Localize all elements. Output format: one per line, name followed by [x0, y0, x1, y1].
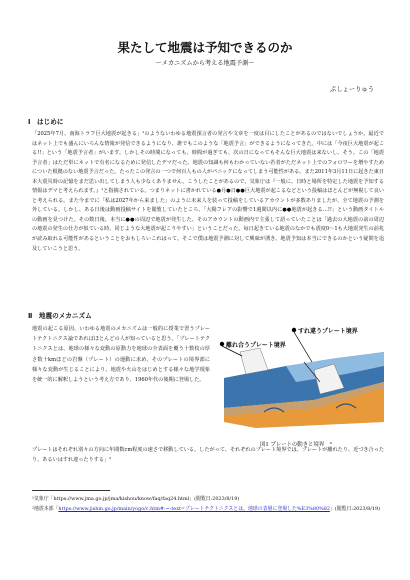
slide-marker	[292, 328, 296, 332]
label-converging-boundary: 離れ合うプレート境界	[226, 342, 286, 349]
author-name: ぷしょーりゅう	[329, 86, 374, 93]
page-title: 果たして地震は予知できるのか	[117, 40, 293, 55]
section-heading-mechanism: Ⅱ 地震のメカニズム	[28, 312, 92, 320]
figure-caption: 図1 プレートの動きと境界 ³	[260, 442, 332, 448]
plate-boundary-figure	[216, 322, 384, 434]
footnote-2-suffix: 」(閲覧日:2023/8/19)	[329, 506, 381, 512]
mechanism-paragraph-continued: プレートはそれぞれ別々の方向に年間数cm程度の速さで移動している。したがって、それぞれのプレート境界では、プレートが離れたり、近づき合ったり、あるいはすれ違ったりする」²	[32, 447, 384, 463]
footnote-divider	[32, 490, 110, 491]
footnote-2-prefix: ²地震本部「	[32, 506, 59, 512]
footnote-2-link[interactable]: https://www.jishin.go.jp/main/yogo/c.htm#:~:text=プレートテクトニクスとは、地球の表層に登場した%E3%80%82	[58, 506, 330, 512]
converge-marker	[220, 342, 224, 346]
footnote-2	[32, 506, 382, 513]
intro-paragraph: 「2025年7月、南海トラフ巨大地震が起きる」¹のようないわゆる地震預言者の発言や文章を一度は目にしたことがあるのではないでしょうか。最近ではネット上でも盛んにいろんな情報が発信できるようになり、誰でもこのような「地震予言」ができるようになってきた。中には「今夜巨大地震が起こる!!」という「地震予言者」がいます。しかしその時間になっても、時間が過ぎても、次の日になってもそんな巨大地震は来ないし、そう。この「地震予言者」はただ単にネットで有名になるために発信したデマだった。地震の知識も何もわかっていない若者がただネット上でのフォロワーを増やすためについた根拠のない地震予言だった。たったこの発言の一つで何百人もの人がパニックになってしまう可能性がある。また2011年3月11日に起きた東日本大震災時の記憶をまだ思い出してしまう人も少なくありません。こうしたことがあるので、気象庁は『一般に、日時と場所を特定した地震を予知する情報はデマと考えられます。』¹と指摘されている。つまりネットに書かれている●月●日●●巨大地震が起こるなどという投稿はほとんどが無視して良いと考えられる。また今までに「私は2027年から来ました」のように未来人を装って投稿をしているアカウントが多数ありましたが、全て地震の予測を外している。しかし、ある日後は動画投稿サイトを閲覧していたところ、「大陽フレアの影響で1週間以内に●●地震が起きる…!!」という動画タイトルの動画を見つけた。その数日後、本当に●●の周辺で地震が発生した。そのアカウントの動画内で主張して語っていたことは「過去の大地震の前の周辺の地震の発生の仕方が似ている時、同じような大地震が起こりやすい」ということだった。毎日起きている地震のなかでも震度0～1も大地震発生の前兆が読み取れる可能性があるということをおもしろいこれはって。そこで僕は地震予測に対して興味が湧き、地震予知は本当にできるのかという疑問を追及していこうと思う。	[32, 131, 384, 252]
section-heading-intro: Ⅰ はじめに	[28, 118, 64, 126]
label-sliding-boundary: すれ違うプレート境界	[298, 328, 358, 335]
page-subtitle: ～メカニズムから考える地震予測～	[155, 60, 255, 67]
footnote-1: ¹気象庁「https://www.jma.go.jp/jma/kishou/know/faq/faq24.html」(閲覧日:2023/8/19)	[32, 496, 240, 502]
plate-diagram	[216, 322, 384, 434]
mechanism-paragraph: 地震の起こる原因、いわゆる地震のメカニズムは一般的に授業で習うプレートテクトニクス論であればほとんどの人が知っていると思う。「プレートテクトニクスとは、地球の様々な変動の原動力を地球の全表面を覆う十数枚の厚さ数十kmほどの岩盤（プレート）の運動に求め、そのプレートの境界部に様々な変動が生じることにより、地震や火山をはじめとする様々な地学現象を統一的に解釈しようという考え方であり、1960年代の後期に登場した。	[32, 326, 210, 384]
